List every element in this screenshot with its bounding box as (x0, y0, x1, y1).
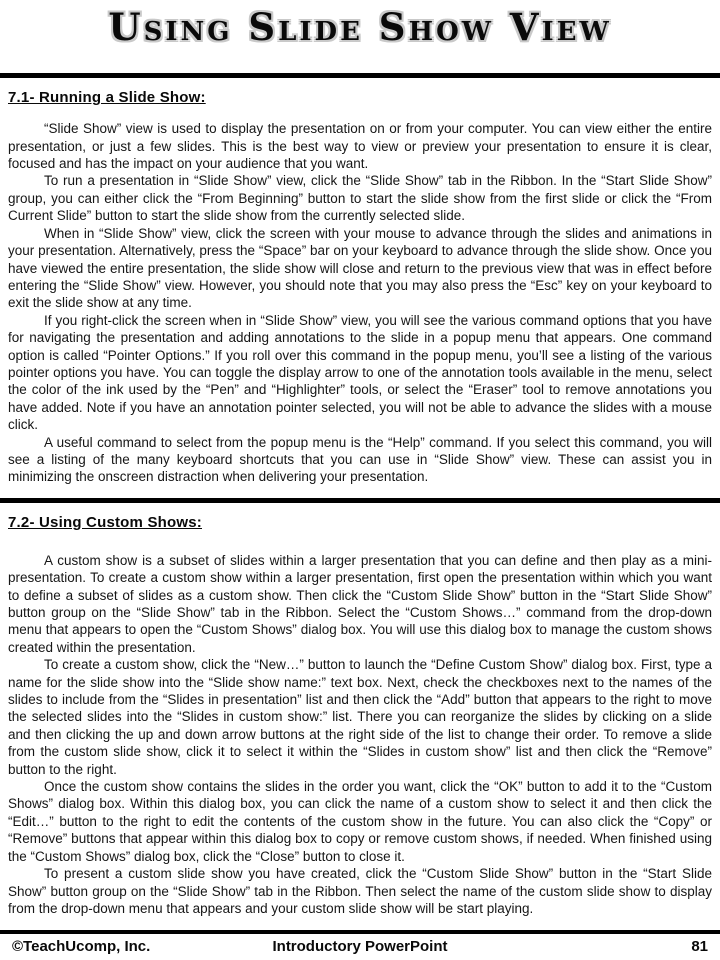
paragraph: To present a custom slide show you have created, click the “Custom Slide Show” button in the “Start Slide Show” button group on the “Slide Show” tab in the Ribbon. Then select the name of the custom slide show to display from the drop-down menu that appears and your custom slide show will be start playing. (8, 866, 712, 916)
paragraph: When in “Slide Show” view, click the screen with your mouse to advance through the slides and animations in your presentation. Alternatively, press the “Space” bar on your keyboard to advance through the slide show. Once you have viewed the entire presentation, the slide show will close and return to the previous view that was in effect before entering the “Slide Show” view. However, you should note that you may also press the “Esc” key on your keyboard to exit the slide show at any time. (8, 225, 712, 311)
paragraph: “Slide Show” view is used to display the presentation on or from your computer. You can view either the entire presentation, or just a few slides. This is the best way to view or preview your presentation to ensure it is clear, focused and has the impact on your audience that you want. (8, 121, 712, 172)
footer-copyright: ©TeachUcomp, Inc. (12, 938, 151, 955)
paragraph: A useful command to select from the popup menu is the “Help” command. If you select this command, you will see a listing of the many keyboard shortcuts that you can use in “Slide Show” view. These can assist you in minimizing the onscreen distraction when delivering your presentation. (8, 434, 712, 485)
paragraph: To run a presentation in “Slide Show” view, click the “Slide Show” tab in the Ribbon. In the “Start Slide Show” group, you can either click the “From Beginning” button to start the slide show from the first slide or click the “From Current Slide” button to start the slide show from the currently selected slide. (8, 173, 712, 224)
top-divider (0, 73, 720, 78)
paragraph: A custom show is a subset of slides within a larger presentation that you can define and then play as a mini-presentation. To create a custom show within a larger presentation, first open the presentation within which you want to define a subset of slides as a custom show. Then click the “Custom Slide Show” button in the “Start Slide Show” button group on the “Slide Show” tab in the Ribbon. Select the “Custom Shows…” command from the drop-down menu that appears to open the “Custom Shows” dialog box. You will use this dialog box to manage the custom shows created within the presentation. (8, 552, 712, 655)
footer-page-number: 81 (691, 938, 708, 955)
section-using-custom-shows (0, 514, 720, 918)
section-body-7-2 (8, 552, 712, 918)
page-footer (0, 930, 720, 960)
section-body-7-1 (8, 120, 712, 486)
section-divider (0, 498, 720, 503)
footer-row (0, 934, 720, 960)
paragraph: If you right-click the screen when in “Slide Show” view, you will see the various command options that you have for navigating the presentation and adding annotations to the slide in a popup menu that appears. One command option is called “Pointer Options.” If you roll over this command in the popup menu, you’ll see a listing of the various pointer options you have. You can toggle the display arrow to one of the annotation tools available in the menu, select the color of the ink used by the “Pen” and “Highlighter” tools, or select the “Eraser” tool to remove annotations you have added. Note if you have an annotation pointer selected, you will not be able to advance the slides with a mouse click. (8, 312, 712, 433)
section-heading-7-1: 7.1- Running a Slide Show: (8, 89, 206, 107)
paragraph: To create a custom show, click the “New…” button to launch the “Define Custom Show” dialog box. First, type a name for the slide show into the “Slide show name:” text box. Next, check the checkboxes next to the names of the slides to include from the “Slides in presentation” list and then click the “Add” button that appears to the right to move the selected slides into the “Slides in custom show:” list. There you can reorganize the slides by clicking on a slide and then clicking the up and down arrow buttons at the right side of the list to change their order. To remove a slide from the custom slide show, click it to select it within the “Slides in custom show” list and then click the “Remove” button to the right. (8, 657, 712, 777)
footer-book-title: Introductory PowerPoint (272, 938, 448, 955)
paragraph: Once the custom show contains the slides in the order you want, click the “OK” button to add it to the “Custom Shows” dialog box. Within this dialog box, you can click the name of a custom show to select it and then click the “Edit…” button to the right to edit the contents of the custom show in the future. You can also click the “Copy” or “Remove” buttons that appear within this dialog box to copy or remove custom shows, if needed. When finished using the “Custom Shows” dialog box, click the “Close” button to close it. (8, 779, 712, 864)
page-title: Using Slide Show View (108, 5, 612, 49)
section-running-a-slide-show (0, 89, 720, 486)
section-heading-7-2: 7.2- Using Custom Shows: (8, 513, 202, 531)
